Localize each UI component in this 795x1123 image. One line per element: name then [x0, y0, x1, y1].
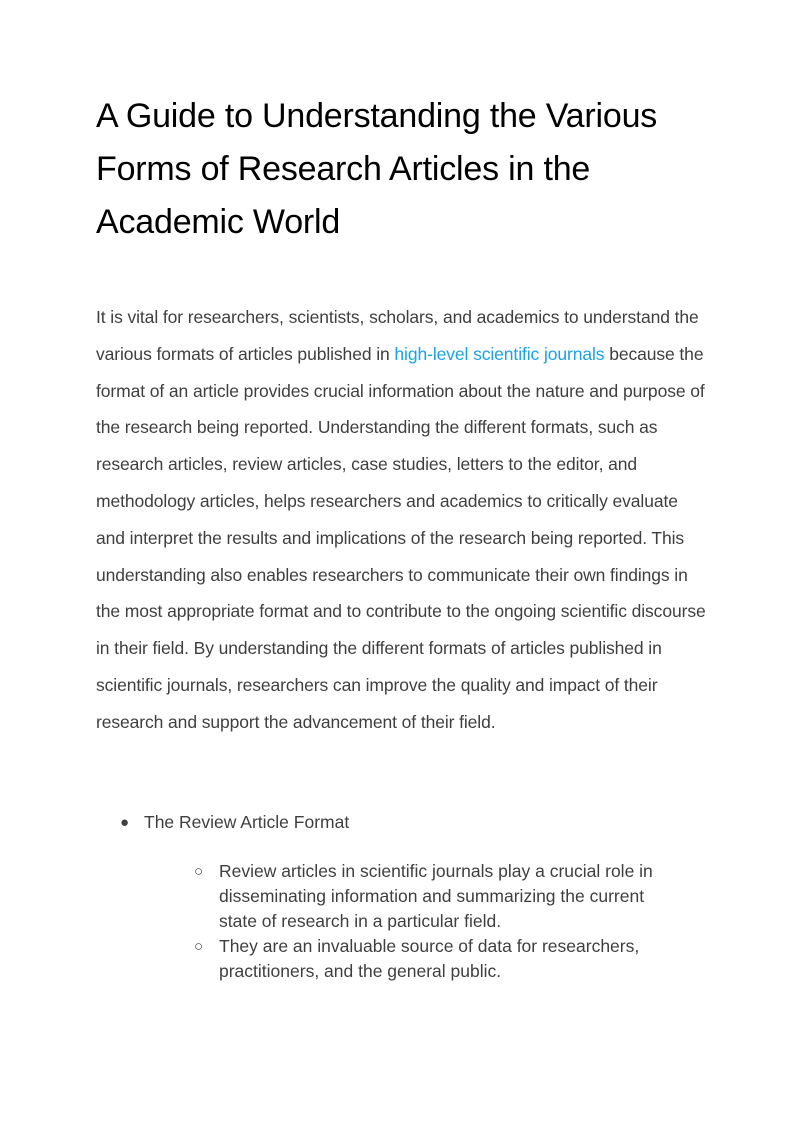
bullet-label: The Review Article Format: [144, 812, 350, 832]
list-item: [194, 859, 679, 934]
sub-bullet-text: Review articles in scientific journals play a crucial role in disseminating information and summarizing the current state of research in a particular field.: [219, 861, 653, 931]
sub-bullet-marker-icon: ○: [194, 938, 204, 955]
sub-bullet-marker-icon: ○: [194, 863, 204, 880]
document-page: [96, 90, 706, 981]
journals-link[interactable]: high-level scientific journals: [394, 343, 605, 364]
sub-bullet-text: They are an invaluable source of data for researchers, practitioners, and the general public.: [219, 936, 640, 981]
document-title: A Guide to Understanding the Various Forms of Research Articles in the Academic World: [96, 97, 658, 241]
intro-text-after-link: because the format of an article provides crucial information about the nature and purpose of the research being reported. Understanding the different formats, such as research articles, review articles, case studies, letters to the editor, and methodology articles, helps researchers and academics to critically evaluate and interpret the results and implications of the research being reported. This understanding also enables researchers to communicate their own findings in the most appropriate format and to contribute to the ongoing scientific discourse in their field. By understanding the different formats of articles published in scientific journals, researchers can improve the quality and impact of their research and support the advancement of their field.: [96, 343, 706, 732]
sub-bullet-list: [96, 859, 679, 984]
bullet-list: [96, 810, 706, 984]
bullet-marker-icon: ●: [120, 814, 130, 831]
intro-text-before-link: It is vital for researchers, scientists, scholars, and academics to understand the various formats of articles published in: [96, 307, 699, 364]
intro-paragraph: [96, 299, 706, 741]
list-item: [194, 934, 679, 984]
list-item: [96, 810, 706, 835]
